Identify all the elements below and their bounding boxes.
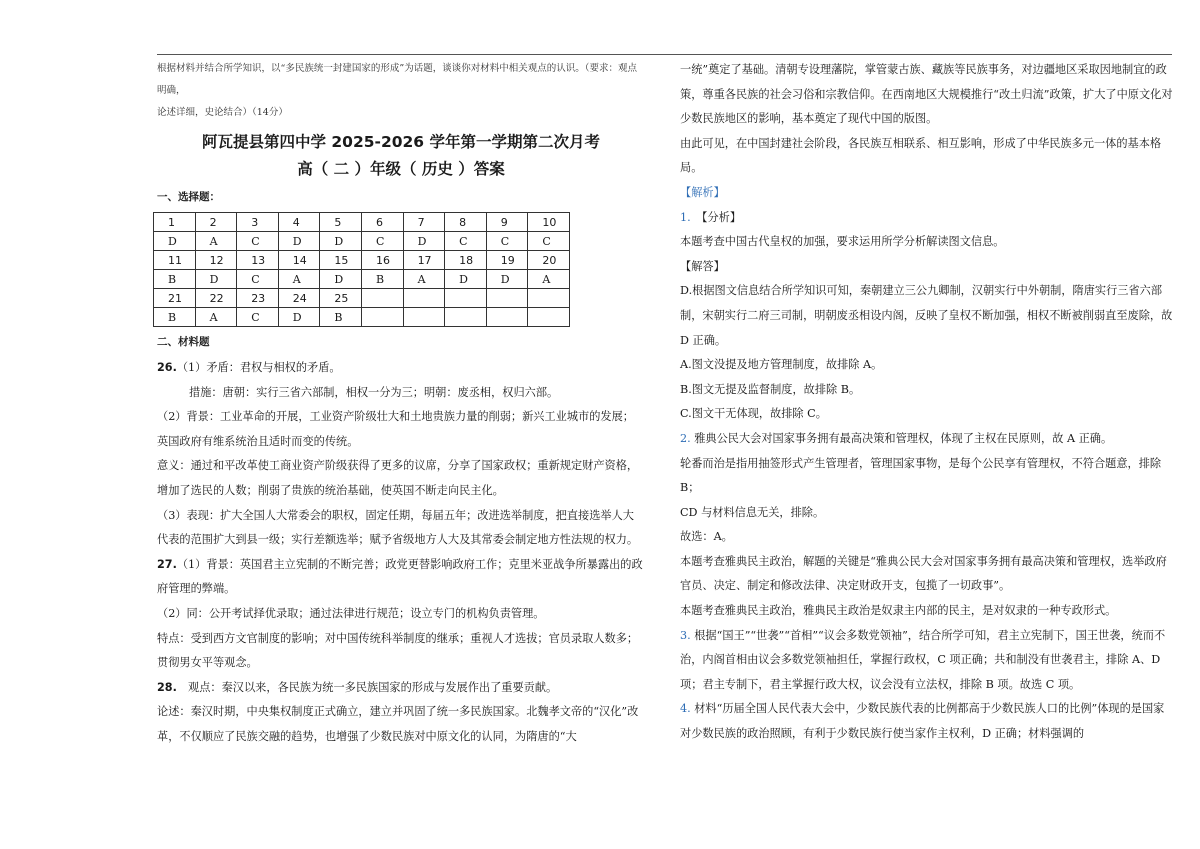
answer-table-number-row (154, 289, 570, 308)
answer-cell: D (320, 270, 362, 289)
answer-paragraph: 一统”奠定了基础。清朝专设理藩院，掌管蒙古族、藏族等民族事务，对边疆地区采取因地制宜的政策，尊重各民族的社会习俗和宗教信仰。在西南地区大规模推行“改土归流”政策，扩大了中原文化对少数民族地区的影响，基本奠定了现代中国的版图。 (680, 63, 1173, 126)
question-header-note (157, 58, 645, 124)
answer-cell: A (403, 270, 445, 289)
answer-paragraph (157, 676, 645, 701)
question-header-note-line: 论述详细，史论结合）（14分） (157, 107, 288, 118)
question-number: 3. (680, 628, 691, 642)
question-number-cell: 22 (195, 289, 237, 308)
question-number-cell: 7 (403, 213, 445, 232)
question-number-cell: 9 (486, 213, 528, 232)
question-number-cell: 1 (154, 213, 196, 232)
paragraph-text: （3）表现：扩大全国人大常委会的职权，固定任期，每届五年；改进选举制度，把直接选举人大代表的范围扩大到县一级；实行差额选举；赋予省级地方人大及其常委会制定地方性法规的权力。 (157, 508, 639, 547)
answer-paragraph: 【解答】 (680, 259, 725, 273)
paragraph-text: （2）同：公开考试择优录取；通过法律进行规范；设立专门的机构负责管理。 (157, 606, 545, 620)
answer-table-number-row (154, 213, 570, 232)
question-number-cell: 25 (320, 289, 362, 308)
answer-cell (445, 308, 487, 327)
paragraph-text: 措施：唐朝：实行三省六部制，相权一分为三；明朝：废丞相，权归六部。 (189, 385, 559, 399)
question-number-cell: 4 (278, 213, 320, 232)
answer-paragraph: 由此可见，在中国封建社会阶段，各民族互相联系、相互影响，形成了中华民族多元一体的基本格局。 (680, 136, 1162, 175)
answer-paragraph: D.根据图文信息结合所学知识可知，秦朝建立三公九卿制，汉朝实行中外朝制，隋唐实行三省六部制，宋朝实行二府三司制，明朝废丞相设内阁，反映了皇权不断加强，相权不断被削弱直至废除，故 D 正确。 (680, 284, 1173, 347)
paragraph-text: 观点：秦汉以来，各民族为统一多民族国家的形成与发展作出了重要贡献。 (176, 680, 558, 694)
answer-paragraph (157, 627, 645, 676)
question-number: 26. (157, 361, 177, 374)
answer-cell: B (154, 270, 196, 289)
question-number-cell: 18 (445, 251, 487, 270)
question-number: 27. (157, 557, 177, 571)
answer-paragraph: 2. 雅典公民大会对国家事务拥有最高决策和管理权，体现了主权在民原则，故 A 正确。 (680, 431, 1113, 445)
left-column (157, 58, 645, 750)
question-number-cell: 16 (361, 251, 403, 270)
question-number: 1. (680, 210, 691, 224)
answer-cell: B (361, 270, 403, 289)
question-number: 4. (680, 702, 691, 716)
answer-paragraph: 轮番而治是指用抽签形式产生管理者，管理国家事物，是每个公民享有管理权，不符合题意，排除 B； (680, 456, 1162, 495)
answer-paragraph: C.图文干无体现，故排除 C。 (680, 407, 827, 421)
question-number: 28. (157, 680, 177, 694)
answer-cell: A (278, 270, 320, 289)
question-number-cell: 24 (278, 289, 320, 308)
answer-paragraph: 本题考查雅典民主政治，解题的关键是“雅典公民大会对国家事务拥有最高决策和管理权，选举政府官员、决定、制定和修改法律、决定财政开支，包揽了一切政事”。 (680, 554, 1167, 593)
question-number-cell: 23 (237, 289, 279, 308)
answer-paragraph (157, 504, 645, 553)
page-header-rule (157, 54, 1172, 55)
question-number-cell: 5 (320, 213, 362, 232)
paragraph-text: 论述：秦汉时期，中央集权制度正式确立，建立并巩固了统一多民族国家。北魏孝文帝的“汉化”改革，不仅顺应了民族交融的趋势，也增强了少数民族对中原文化的认同，为隋唐的“大 (157, 705, 639, 743)
answer-paragraph (157, 405, 645, 454)
answer-paragraph: 本题考查中国古代皇权的加强，要求运用所学分析解读图文信息。 (680, 235, 1005, 249)
answer-paragraph: B.图文无提及监督制度，故排除 B。 (680, 382, 861, 396)
question-number-cell: 15 (320, 251, 362, 270)
paragraph-text: （1）矛盾：君权与相权的矛盾。 (176, 361, 341, 374)
answer-table-answer-row (154, 270, 570, 289)
question-number-cell: 20 (528, 251, 570, 270)
paragraph-text: 意义：通过和平改革使工商业资产阶级获得了更多的议席，分享了国家政权；重新规定财产资格，增加了选民的人数；削弱了贵族的统治基础，使英国不断走向民主化。 (157, 459, 639, 497)
answer-cell: D (154, 232, 196, 251)
exam-title (157, 129, 645, 183)
answer-cell: D (278, 232, 320, 251)
exam-title-line1: 阿瓦提县第四中学 2025-2026 学年第一学期第二次月考 (201, 133, 600, 151)
question-number-cell (403, 289, 445, 308)
answer-paragraph: 4. 材料“历届全国人民代表大会中，少数民族代表的比例都高于少数民族人口的比例”体现的是国家对少数民族的政治照顾，有利于少数民族行使当家作主权利，D 正确；材料强调的 (680, 702, 1165, 741)
question-number-cell: 2 (195, 213, 237, 232)
question-number-cell (486, 289, 528, 308)
answer-cell (403, 308, 445, 327)
question-number-cell: 19 (486, 251, 528, 270)
question-number-cell (528, 289, 570, 308)
question-number-cell: 14 (278, 251, 320, 270)
question-number-cell: 3 (237, 213, 279, 232)
answer-paragraph (157, 454, 645, 503)
answer-paragraph: 3. 根据“国王”“世袭”“首相”“议会多数党领袖”，结合所学可知，君主立宪制下，国王世袭，统而不治，内阁首相由议会多数党领袖担任，掌握行政权，C 项正确；共和制没有世袭君主，排除 A、D 项；君主专制下，君主掌握行政大权，议会没有立法权，排除 B 项。故选 C 项。 (680, 628, 1166, 691)
answer-paragraph (157, 700, 645, 749)
paragraph-text: （1）背景：英国君主立宪制的不断完善；政党更替影响政府工作；克里米亚战争所暴露出的政府管理的弊端。 (157, 557, 643, 596)
answer-cell: A (528, 270, 570, 289)
question-number-cell: 8 (445, 213, 487, 232)
analysis-heading: 【解析】 (680, 185, 725, 199)
answer-cell: C (486, 232, 528, 251)
question-number-cell: 12 (195, 251, 237, 270)
section-heading-choice: 一、选择题： (157, 191, 220, 203)
answer-cell: C (528, 232, 570, 251)
answer-cell: C (361, 232, 403, 251)
answer-paragraph: A.图文没提及地方管理制度，故排除 A。 (680, 358, 883, 372)
answer-table-answer-row (154, 232, 570, 251)
question-number-cell: 21 (154, 289, 196, 308)
answer-paragraph (157, 553, 645, 602)
answer-cell: C (445, 232, 487, 251)
question-number-cell: 11 (154, 251, 196, 270)
question-number-cell: 13 (237, 251, 279, 270)
answer-paragraph: CD 与材料信息无关，排除。 (680, 505, 825, 519)
answer-cell: C (237, 232, 279, 251)
answer-paragraph: 1. 【分析】 (680, 210, 742, 224)
answer-cell: B (154, 308, 196, 327)
question-number-cell: 10 (528, 213, 570, 232)
answer-cell: D (320, 232, 362, 251)
answer-cell (486, 308, 528, 327)
answer-cell: A (195, 308, 237, 327)
paragraph-text: （2）背景：工业革命的开展，工业资产阶级壮大和土地贵族力量的削弱；新兴工业城市的发展；英国政府有维系统治且适时而变的传统。 (157, 410, 634, 448)
answer-cell: C (237, 308, 279, 327)
question-number-cell: 6 (361, 213, 403, 232)
answer-cell: B (320, 308, 362, 327)
answer-cell: D (486, 270, 528, 289)
right-column (680, 58, 1174, 747)
answer-cell (361, 308, 403, 327)
question-number-cell: 17 (403, 251, 445, 270)
left-paragraphs (157, 356, 645, 750)
answer-cell (528, 308, 570, 327)
answer-paragraph: 本题考查雅典民主政治，雅典民主政治是奴隶主内部的民主，是对奴隶的一种专政形式。 (680, 604, 1117, 618)
answer-cell: D (195, 270, 237, 289)
answer-table-answer-row (154, 308, 570, 327)
answer-cell: D (278, 308, 320, 327)
answer-cell: D (445, 270, 487, 289)
answer-table (153, 212, 570, 327)
section-heading-material: 二、材料题 (157, 336, 210, 348)
answer-paragraph (157, 602, 645, 627)
answer-paragraph (157, 356, 645, 381)
right-paragraphs (680, 58, 1174, 747)
answer-paragraph (157, 381, 645, 406)
answer-table-number-row (154, 251, 570, 270)
question-number-cell (445, 289, 487, 308)
answer-cell: A (195, 232, 237, 251)
question-number: 2. (680, 431, 691, 445)
paragraph-text: 特点：受到西方文官制度的影响；对中国传统科举制度的继承；重视人才选拔；官员录取人数多；贯彻男女平等观念。 (157, 631, 639, 670)
answer-cell: D (403, 232, 445, 251)
answer-paragraph: 故选：A。 (680, 530, 733, 544)
answer-cell: C (237, 270, 279, 289)
question-number-cell (361, 289, 403, 308)
question-header-note-line: 根据材料并结合所学知识，以“多民族统一封建国家的形成”为话题，谈谈你对材料中相关观点的认识。（要求：观点明确， (157, 63, 637, 96)
exam-title-line2: 高（ 二 ）年级（ 历史 ）答案 (297, 160, 505, 178)
